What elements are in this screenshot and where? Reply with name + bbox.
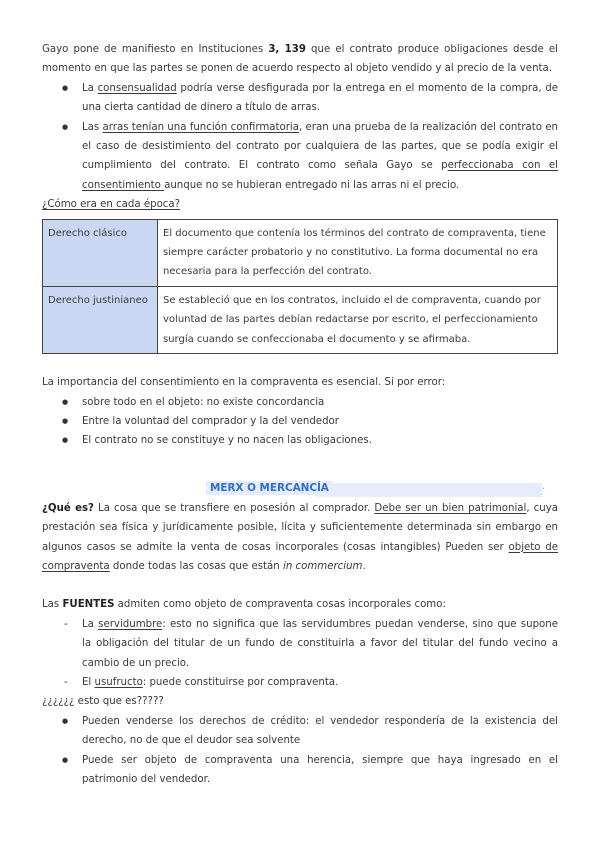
epoch-table	[42, 219, 558, 354]
list-item: ● Puede ser objeto de compraventa una herencia, siempre que haya ingresado en el patrimonio del vendedor.	[42, 751, 558, 790]
document-page	[42, 40, 558, 789]
question-heading: ¿Cómo era en cada época?	[42, 199, 181, 211]
list-item: ● La consensualidad podría verse desfigurada por la entrega en el momento de la compra, de una cierta cantidad de dinero a título de arras.	[42, 79, 558, 118]
table-row	[43, 219, 558, 286]
list-item: - La servidumbre: esto no significa que las servidumbres puedan venderse, sino que supone la obligación del titular de un fundo de constituirla a favor del titular del fundo vecino a cambio de un precio.	[42, 615, 558, 673]
bullet-list-error	[42, 393, 558, 451]
table-cell: Se estableció que en los contratos, incluido el de compraventa, cuando por voluntad de las partes debían redactarse por escrito, el perfeccionamiento surgía cuando se confeccionaba el documento y se afirmaba.	[158, 286, 558, 353]
table-header-cell: Derecho justinianeo	[43, 286, 158, 353]
heading-highlight	[316, 483, 542, 497]
section-heading	[42, 481, 558, 499]
list-item: ● Entre la voluntad del comprador y la del vendedor	[42, 412, 558, 431]
heading-dot: .	[542, 480, 546, 492]
table-cell: El documento que contenía los términos del contrato de compraventa, tiene siempre carácter probatorio y no constitutivo. La forma documental no era necesaria para la perfección del contrato.	[158, 219, 558, 286]
dash-list	[42, 615, 558, 693]
section-title: MERX O MERCANCÍA	[206, 481, 333, 495]
consent-paragraph: La importancia del consentimiento en la compraventa es esencial. Si por error:	[42, 377, 446, 389]
bullet-list-arras	[42, 79, 558, 195]
fuentes-paragraph: Las FUENTES admiten como objeto de compraventa cosas incorporales como:	[42, 599, 446, 611]
intro-text-2: que el contrato produce obligaciones desde el momento en que las partes se ponen de acuerdo respecto al objeto vendido y al precio de la venta.	[42, 44, 558, 75]
list-item: ● Las arras tenían una función confirmatoria, eran una prueba de la realización del contrato en el caso de desistimiento del contrato por cualquiera de las partes, que se podía exigir el cumplimiento del contrato. El contrato como señala Gayo se perfeccionaba con el consentimiento aunque no se hubieran entregado ni las arras ni el precio.	[42, 118, 558, 196]
list-item: ● Pueden venderse los derechos de crédito: el vendedor respondería de la existencia del derecho, no de que el deudor sea solvente	[42, 712, 558, 751]
list-item: - El usufructo: puede constituirse por compraventa.	[42, 673, 558, 692]
list-item: ● El contrato no se constituye y no nacen las obligaciones.	[42, 431, 558, 450]
table-header-cell: Derecho clásico	[43, 219, 158, 286]
intro-text: Gayo pone de manifiesto en Instituciones	[42, 44, 269, 55]
bullet-list-rights	[42, 712, 558, 790]
question-note: ¿¿¿¿¿¿ esto que es?????	[42, 696, 164, 708]
table-row	[43, 286, 558, 353]
intro-reference: 3, 139	[268, 44, 306, 55]
definition-paragraph: ¿Qué es? La cosa que se transfiere en posesión al comprador. Debe ser un bien patrimonial, cuya prestación sea física y jurídicamente posible, lícita y suficientemente determinada sin embargo en algunos casos se admite la venta de cosas incorporales (cosas intangibles) Pueden ser objeto de compraventa donde todas las cosas que están in commercium.	[42, 502, 559, 572]
list-item: ● sobre todo en el objeto: no existe concordancia	[42, 393, 558, 412]
intro-paragraph	[42, 40, 558, 79]
